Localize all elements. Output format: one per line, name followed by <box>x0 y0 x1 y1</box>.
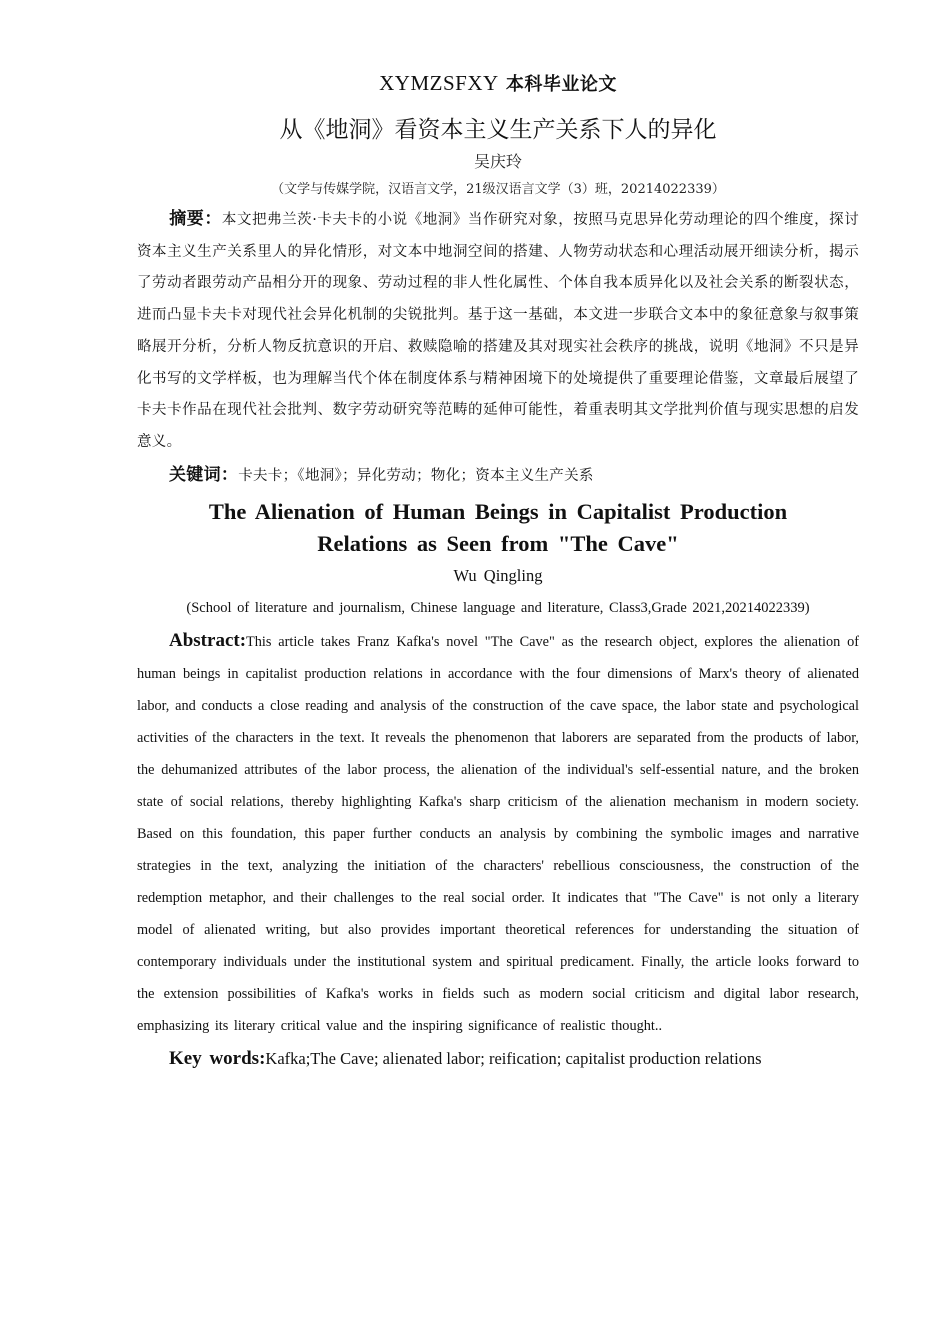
english-abstract-label: Abstract: <box>169 629 247 651</box>
english-keywords-text: Kafka;The Cave; alienated labor; reification; capitalist production relations <box>265 1048 762 1068</box>
english-keywords <box>137 1044 859 1074</box>
english-title-line2: Relations as Seen from "The Cave" <box>317 530 679 556</box>
english-abstract-text: This article takes Franz Kafka's novel "The Cave" as the research object, explores the alienation of human beings in capitalist production relations in accordance with the four dimensions of Marx's theory of alienated labor, and conducts a close reading and analysis of the construction of the cave space, the labor state and psychological activities of the characters in the text. It reveals the phenomenon that laborers are separated from the products of labor, the dehumanized attributes of the labor process, the alienation of the individual's self-essential nature, and the broken state of social relations, thereby highlighting Kafka's sharp criticism of the alienation mechanism in modern society. Based on this foundation, this paper further conducts an analysis by combining the symbolic images and narrative strategies in the text, analyzing the initiation of the characters' rebellious consciousness, the construction of the redemption metaphor, and their challenges to the real social order. It indicates that "The Cave" is not only a literary model of alienated writing, but also provides important theoretical references for understanding the situation of contemporary individuals under the institutional system and spiritual predicament. Finally, the article looks forward to the extension possibilities of Kafka's works in fields such as modern social criticism and digital labor research, emphasizing its literary critical value and the inspiring significance of realistic thought.. <box>137 633 859 1034</box>
chinese-affiliation: （文学与传媒学院，汉语言文学，21级汉语言文学（3）班，20214022339） <box>271 182 725 197</box>
english-author: Wu Qingling <box>453 565 543 585</box>
chinese-keywords-label: 关键词： <box>169 464 239 485</box>
thesis-header <box>137 66 859 100</box>
paper-page <box>137 66 859 1074</box>
english-keywords-label: Key words: <box>169 1047 266 1069</box>
thesis-type-label: 本科毕业论文 <box>505 74 617 95</box>
english-title-line1: The Alienation of Human Beings in Capitalist Production <box>208 498 788 524</box>
chinese-title: 从《地洞》看资本主义生产关系下人的异化 <box>279 117 717 143</box>
school-code: XYMZSFXY <box>379 71 499 95</box>
chinese-keywords-text: 卡夫卡；《地洞》；异化劳动；物化；资本主义生产关系 <box>238 467 594 484</box>
chinese-author: 吴庆玲 <box>473 152 522 171</box>
english-affiliation: (School of literature and journalism, Chinese language and literature, Class3,Grade 2021,20214022339) <box>186 599 810 616</box>
chinese-abstract-text: 本文把弗兰茨·卡夫卡的小说《地洞》当作研究对象，按照马克思异化劳动理论的四个维度，探讨资本主义生产关系里人的异化情形，对文本中地洞空间的搭建、人物劳动状态和心理活动展开细读分析，揭示了劳动者跟劳动产品相分开的现象、劳动过程的非人性化属性、个体自我本质异化以及社会关系的断裂状态，进而凸显卡夫卡对现代社会异化机制的尖锐批判。基于这一基础，本文进一步联合文本中的象征意象与叙事策略展开分析，分析人物反抗意识的开启、救赎隐喻的搭建及其对现实社会秩序的挑战，说明《地洞》不只是异化书写的文学样板，也为理解当代个体在制度体系与精神困境下的处境提供了重要理论借鉴，文章最后展望了卡夫卡作品在现代社会批判、数字劳动研究等范畴的延伸可能性，着重表明其文学批判价值与现实思想的启发意义。 <box>137 212 859 450</box>
chinese-keywords <box>137 460 859 491</box>
chinese-abstract-label: 摘要： <box>169 209 222 229</box>
english-title <box>137 496 859 560</box>
english-abstract <box>137 625 859 1042</box>
chinese-abstract <box>137 204 859 459</box>
